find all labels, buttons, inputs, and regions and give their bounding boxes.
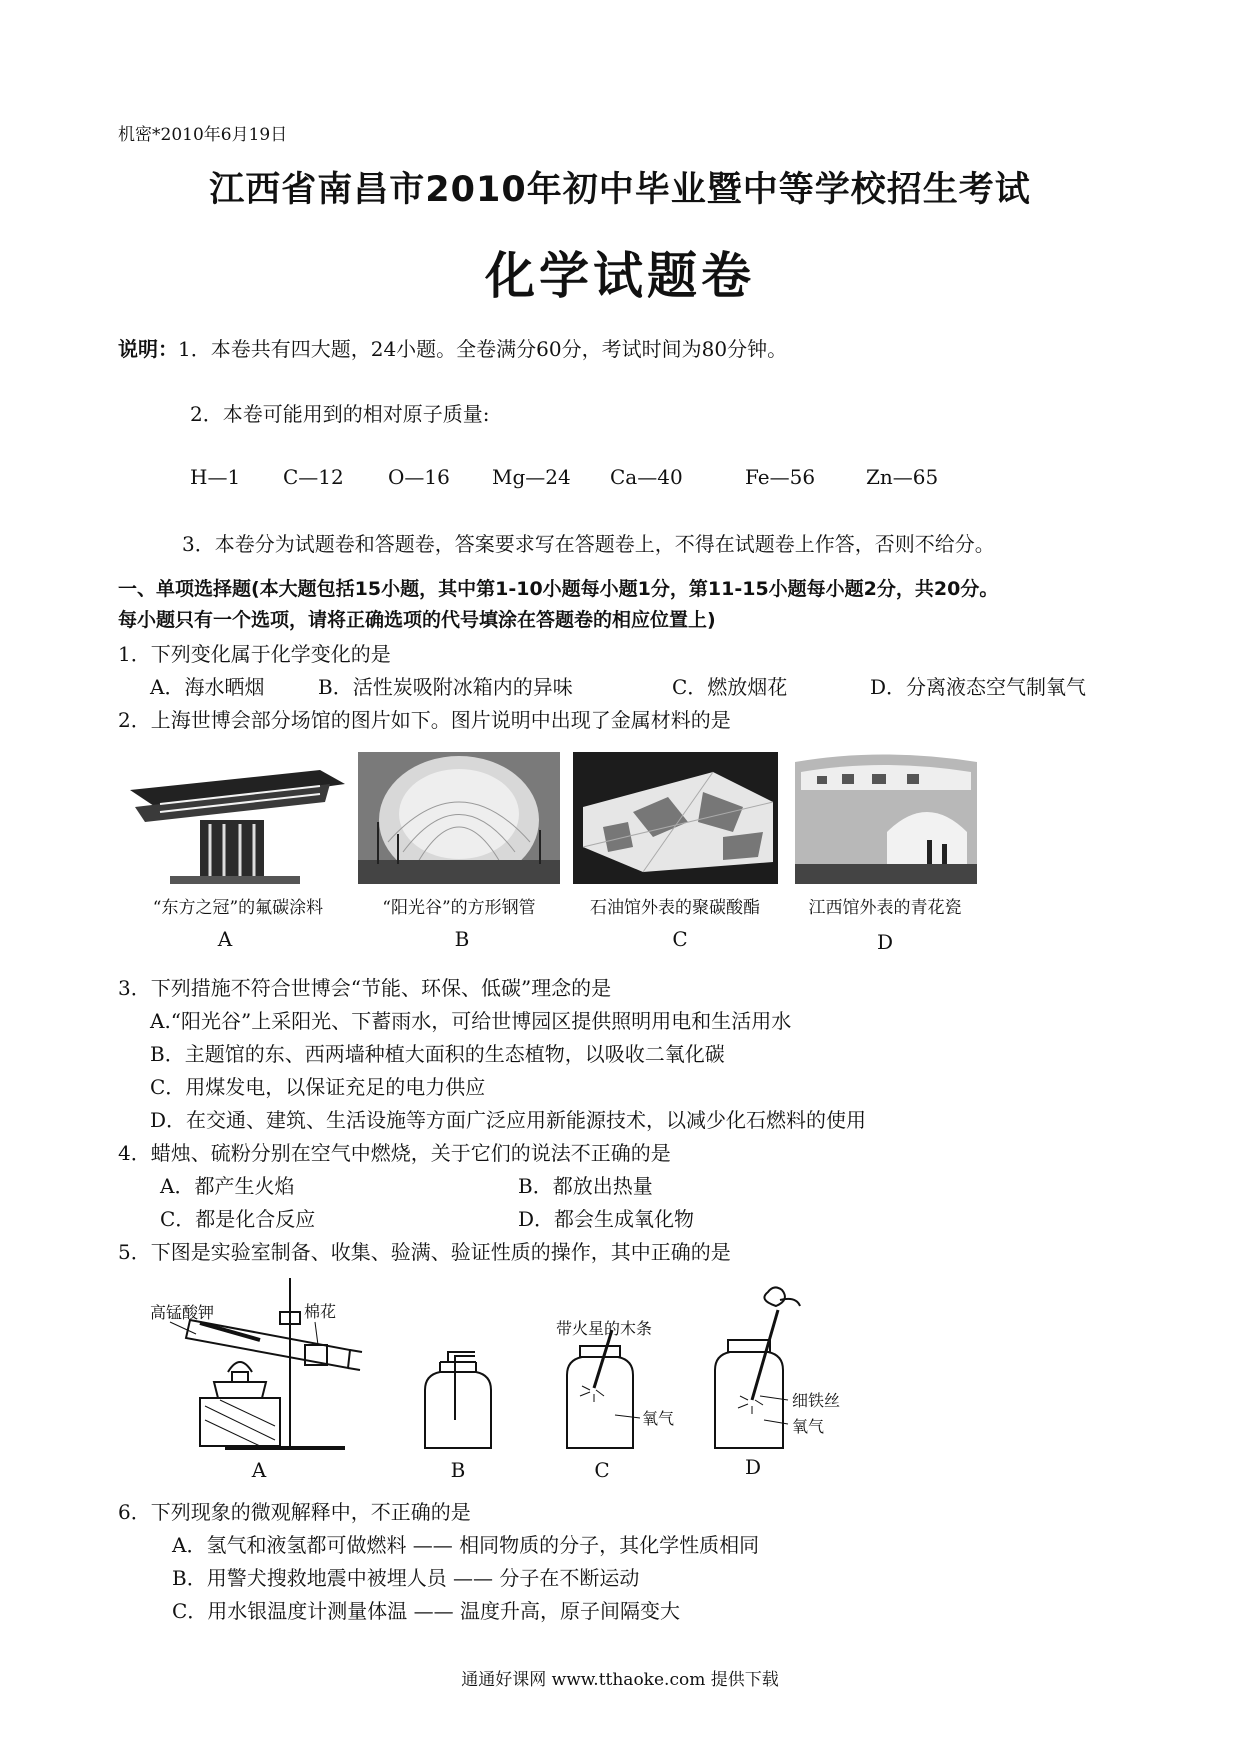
question-3-option-b: B．主题馆的东、西两墙种植大面积的生态植物，以吸收二氧化碳 (150, 1042, 725, 1066)
atomic-mass-mg: Mg—24 (492, 465, 571, 489)
note-3: 3．本卷分为试题卷和答题卷，答案要求写在答题卷上，不得在试题卷上作答，否则不给分。 (182, 532, 995, 556)
label-oxygen-d: 氧气 (792, 1417, 825, 1436)
paper-subtitle: 化学试题卷 (485, 247, 755, 305)
apparatus-letter-b: B (450, 1458, 466, 1482)
question-6-option-c: C．用水银温度计测量体温 —— 温度升高，原子间隔变大 (172, 1599, 681, 1623)
apparatus-letter-a: A (251, 1458, 267, 1482)
atomic-mass-fe: Fe—56 (745, 465, 816, 489)
question-4-stem: 4．蜡烛、硫粉分别在空气中燃烧，关于它们的说法不正确的是 (118, 1141, 671, 1165)
apparatus-d-iron-wire (715, 1287, 800, 1448)
question-1-option-a: A．海水晒烟 (150, 675, 265, 699)
question-1-option-d: D．分离液态空气制氧气 (870, 675, 1087, 699)
page-footer: 通通好课网 www.tthaoke.com 提供下载 (461, 1670, 779, 1690)
note-label: 说明： (118, 337, 178, 361)
question-4-option-b: B．都放出热量 (518, 1174, 653, 1198)
apparatus-b-bottle (425, 1352, 491, 1448)
confidential-date: 机密*2010年6月19日 (118, 125, 288, 145)
note-1-text: 1．本卷共有四大题，24小题。全卷满分60分，考试时间为80分钟。 (178, 337, 788, 361)
atomic-mass-zn: Zn—65 (866, 465, 939, 489)
question-4-option-c: C．都是化合反应 (160, 1207, 316, 1231)
caption-c: 石油馆外表的聚碳酸酯 (590, 898, 760, 918)
atomic-mass-o: O—16 (388, 465, 450, 489)
question-1-option-c: C．燃放烟花 (672, 675, 788, 699)
question-3-option-c: C．用煤发电，以保证充足的电力供应 (150, 1075, 486, 1099)
apparatus-c-splint-test (567, 1330, 640, 1448)
figure-letter-c: C (672, 927, 688, 951)
section-1-instructions: 每小题只有一个选项，请将正确选项的代号填涂在答题卷的相应位置上) (118, 609, 716, 631)
figure-letter-d: D (876, 930, 894, 954)
label-cotton: 棉花 (304, 1302, 337, 1321)
label-glowing-splint: 带火星的木条 (556, 1319, 653, 1338)
question-3-option-d: D．在交通、建筑、生活设施等方面广泛应用新能源技术，以减少化石燃料的使用 (150, 1108, 867, 1132)
note-2: 2．本卷可能用到的相对原子质量: (190, 402, 490, 426)
question-1-option-b: B．活性炭吸附冰箱内的异味 (318, 675, 573, 699)
label-kmno4: 高锰酸钾 (150, 1303, 215, 1322)
label-oxygen-c: 氧气 (642, 1409, 675, 1428)
atomic-mass-h: H—1 (190, 465, 241, 489)
question-3-option-a: A.“阳光谷”上采阳光、下蓄雨水，可给世博园区提供照明用电和生活用水 (150, 1009, 792, 1033)
apparatus-letter-c: C (594, 1458, 610, 1482)
question-3-stem: 3．下列措施不符合世博会“节能、环保、低碳”理念的是 (118, 976, 612, 1000)
figure-letter-a: A (217, 927, 233, 951)
question-1-stem: 1．下列变化属于化学变化的是 (118, 642, 391, 666)
question-4-option-d: D．都会生成氧化物 (518, 1207, 695, 1231)
question-2-stem: 2．上海世博会部分场馆的图片如下。图片说明中出现了金属材料的是 (118, 708, 731, 732)
apparatus-letter-d: D (744, 1455, 762, 1479)
question-5-stem: 5．下图是实验室制备、收集、验满、验证性质的操作，其中正确的是 (118, 1240, 731, 1264)
caption-b: “阳光谷”的方形钢管 (382, 898, 536, 918)
label-iron-wire: 细铁丝 (792, 1391, 841, 1410)
figure-letter-b: B (454, 927, 470, 951)
question-6-stem: 6．下列现象的微观解释中，不正确的是 (118, 1500, 471, 1524)
atomic-mass-ca: Ca—40 (610, 465, 683, 489)
atomic-mass-c: C—12 (283, 465, 344, 489)
question-4-option-a: A．都产生火焰 (160, 1174, 295, 1198)
section-1-heading: 一、单项选择题(本大题包括15小题，其中第1-10小题每小题1分，第11-15小题每小题2分，共20分。 (118, 578, 999, 600)
question-6-option-b: B．用警犬搜救地震中被埋人员 —— 分子在不断运动 (172, 1566, 640, 1590)
caption-d: 江西馆外表的青花瓷 (808, 898, 962, 918)
caption-a: “东方之冠”的氟碳涂料 (152, 898, 324, 918)
exam-title: 江西省南昌市2010年初中毕业暨中等学校招生考试 (209, 170, 1031, 210)
question-6-option-a: A．氢气和液氢都可做燃料 —— 相同物质的分子，其化学性质相同 (172, 1533, 760, 1557)
